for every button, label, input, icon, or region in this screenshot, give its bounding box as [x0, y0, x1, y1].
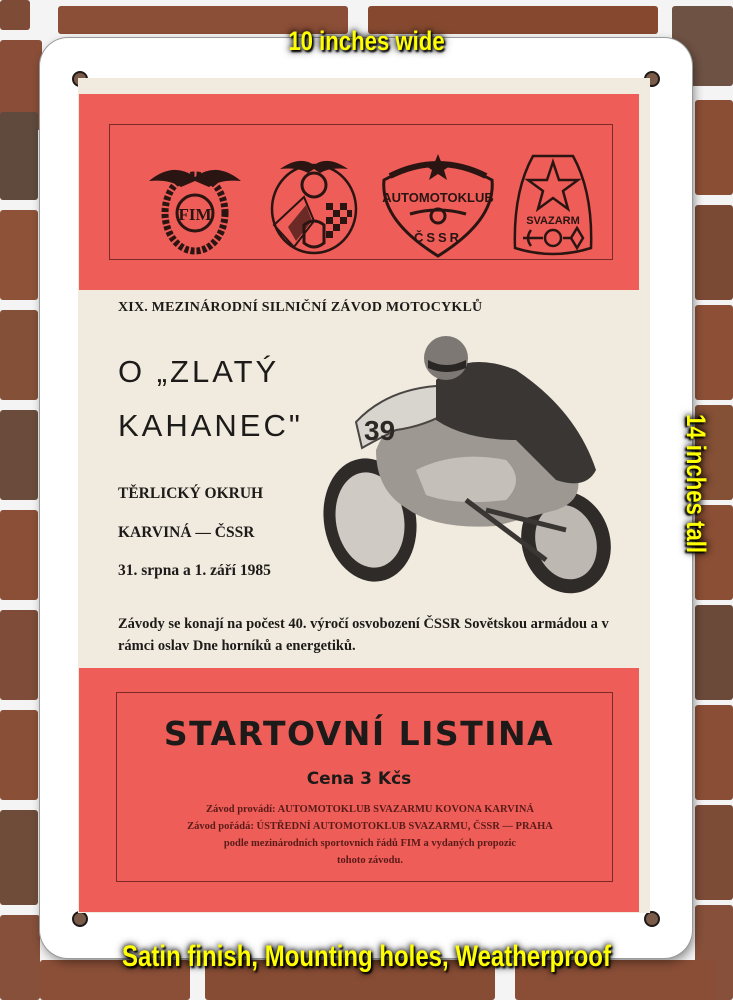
rules-line: podle mezinárodních sportovních řádů FIM a vydaných propozic — [223, 838, 517, 849]
event-dates: 31. srpna a 1. září 1985 — [118, 562, 271, 579]
mounting-hole-bottom-left — [72, 911, 88, 927]
start-list-panel — [79, 668, 639, 912]
event-subtitle: XIX. MEZINÁRODNÍ SILNIČNÍ ZÁVOD MOTOCYKLŮ — [118, 300, 483, 315]
event-title-line1: O „ZLATÝ — [118, 354, 280, 389]
motorcycle-racer-photo — [316, 330, 626, 600]
event-description: Závody se konají na počest 40. výročí osvobození ČSSR Sovětskou armádou a v rámci oslav Dne horníků a energetiků. — [118, 616, 609, 654]
fim-emblem-icon — [139, 150, 251, 260]
ama-svazarm-kovona-emblem-icon — [258, 150, 370, 260]
organizer-info — [130, 801, 610, 869]
svg-text:SVAZARM: SVAZARM — [526, 215, 580, 227]
logo-row — [139, 146, 599, 264]
event-location: KARVINÁ — ČSSR — [118, 524, 255, 541]
svg-text:AUTOMOTOKLUB: AUTOMOTOKLUB — [382, 190, 495, 205]
circuit-name: TĚRLICKÝ OKRUH — [118, 485, 264, 502]
width-banner: 10 inches wide — [288, 26, 445, 56]
automotoklub-cssr-emblem-icon — [376, 150, 500, 260]
logo-panel — [79, 94, 639, 290]
organizer-line: Závod provádí: AUTOMOTOKLUB SVAZARMU KOVONA KARVINÁ — [206, 804, 534, 815]
closing-line: tohoto závodu. — [337, 855, 403, 866]
promoter-line: Závod pořádá: ÚSTŘEDNÍ AUTOMOTOKLUB SVAZARMU, ČSSR — PRAHA — [187, 821, 553, 832]
price-label: Cena 3 Kčs — [306, 769, 412, 789]
features-banner: Satin finish, Mounting holes, Weatherproof — [122, 940, 611, 973]
svazarm-emblem-icon — [507, 150, 599, 260]
svg-text:FIM: FIM — [178, 205, 212, 224]
start-list-heading: STARTOVNÍ LISTINA — [163, 714, 555, 753]
height-banner: 14 inches tall — [681, 414, 711, 554]
event-title-line2: KAHANEC" — [118, 408, 303, 443]
svg-text:ČSSR: ČSSR — [414, 230, 463, 245]
mounting-hole-bottom-right — [644, 911, 660, 927]
svg-text:39: 39 — [364, 415, 396, 446]
